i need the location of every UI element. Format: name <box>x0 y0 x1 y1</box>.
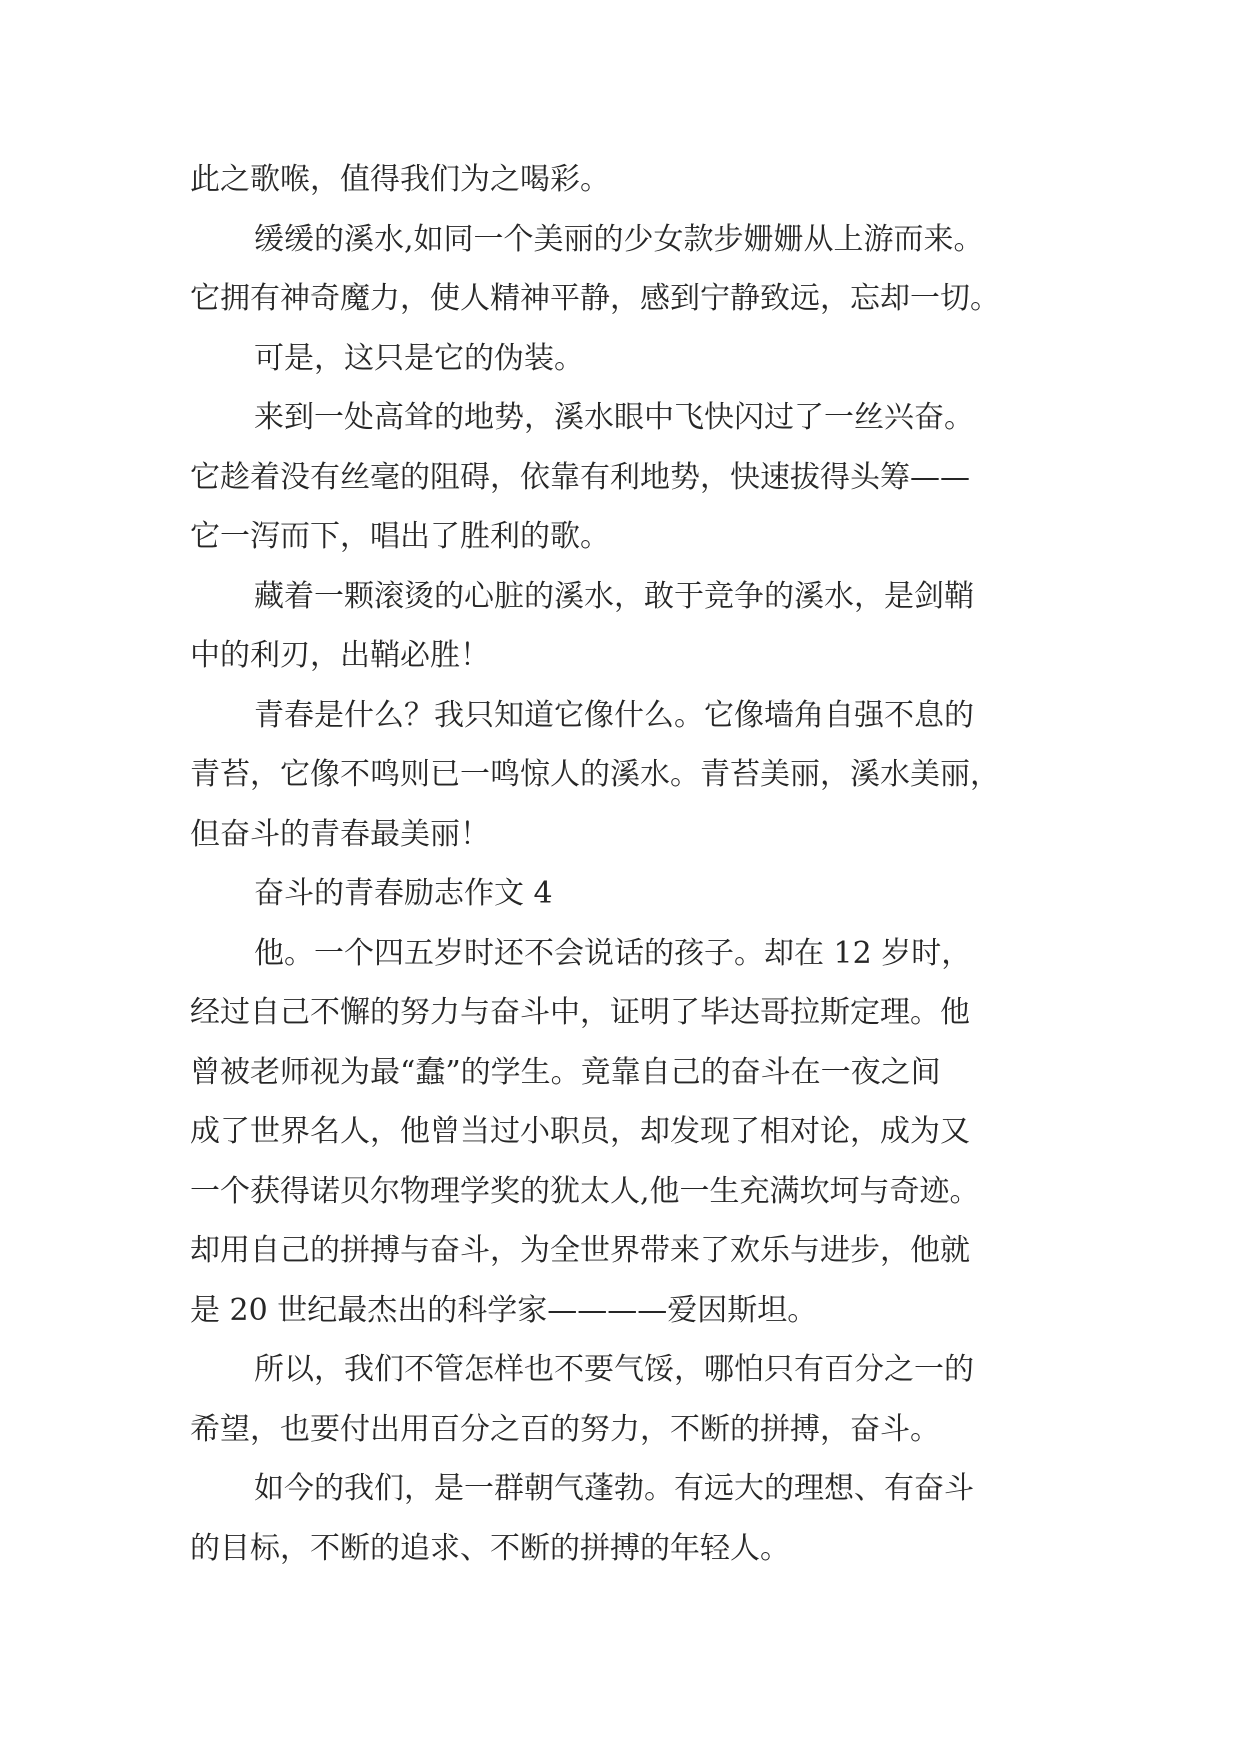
text-line: 的目标，不断的追求、不断的拼搏的年轻人。 <box>190 1530 790 1566</box>
text-line: 此之歌喉，值得我们为之喝彩。 <box>190 162 610 197</box>
text-line: 青苔，它像不鸣则已一鸣惊人的溪水。青苔美丽，溪水美丽， <box>190 757 1000 792</box>
text-line: 但奋斗的青春最美丽！ <box>190 816 490 852</box>
text-line: 却用自己的拼搏与奋斗，为全世界带来了欢乐与进步，他就 <box>190 1233 970 1268</box>
text-line: 希望，也要付出用百分之百的努力，不断的拼搏，奋斗。 <box>190 1411 940 1447</box>
text-line: 所以，我们不管怎样也不要气馁，哪怕只有百分之一的 <box>254 1352 974 1387</box>
text-line: 如今的我们，是一群朝气蓬勃。有远大的理想、有奋斗 <box>254 1471 974 1506</box>
text-line: 它趁着没有丝毫的阻碍，依靠有利地势，快速拔得头筹—— <box>190 459 970 495</box>
document-body <box>190 150 1090 1578</box>
text-line: 他。一个四五岁时还不会说话的孩子。却在 12 岁时， <box>254 935 972 971</box>
section-heading: 奋斗的青春励志作文 4 <box>254 876 553 911</box>
text-line: 藏着一颗滚烫的心脏的溪水，敢于竞争的溪水，是剑鞘 <box>254 578 974 614</box>
text-line: 青春是什么？我只知道它像什么。它像墙角自强不息的 <box>254 697 974 733</box>
text-line: 是 20 世纪最杰出的科学家————爱因斯坦。 <box>190 1292 818 1328</box>
text-line: 成了世界名人，他曾当过小职员，却发现了相对论，成为又 <box>190 1114 970 1149</box>
text-line: 它一泻而下，唱出了胜利的歌。 <box>190 519 610 554</box>
text-line: 经过自己不懈的努力与奋斗中，证明了毕达哥拉斯定理。他 <box>190 995 970 1030</box>
text-line: 一个获得诺贝尔物理学奖的犹太人,他一生充满坎坷与奇迹。 <box>190 1173 980 1209</box>
text-line: 曾被老师视为最“蠢”的学生。竟靠自己的奋斗在一夜之间 <box>190 1054 941 1090</box>
text-line: 来到一处高耸的地势，溪水眼中飞快闪过了一丝兴奋。 <box>254 400 974 435</box>
text-line: 它拥有神奇魔力，使人精神平静，感到宁静致远，忘却一切。 <box>190 281 1000 316</box>
text-line: 缓缓的溪水,如同一个美丽的少女款步姗姗从上游而来。 <box>254 221 984 257</box>
text-line: 中的利刃，出鞘必胜！ <box>190 638 490 673</box>
text-line: 可是，这只是它的伪装。 <box>254 340 584 376</box>
